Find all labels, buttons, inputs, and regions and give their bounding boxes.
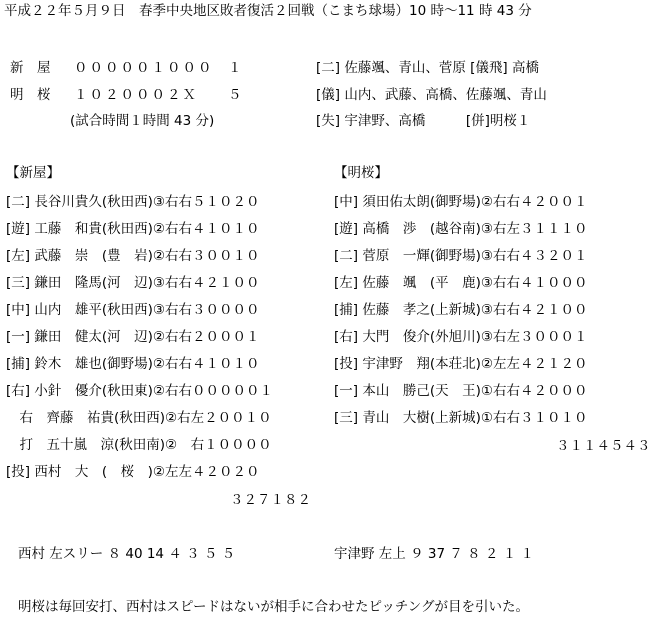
- team-name-shinya: 【新屋】: [6, 165, 60, 181]
- player-row: [左] 武藤 崇 (豊 岩)②右右３００１０: [6, 248, 260, 264]
- linescore-total-2: ５: [228, 87, 242, 103]
- pitcher-line-shinya: 西村 左スリー ８ 40 14 ４ ３ ５ ５: [18, 546, 236, 562]
- player-row: [右] 大門 俊介(外旭川)③右左３０００１: [334, 329, 588, 345]
- player-row: [遊] 高橋 渉 (越谷南)③右左３１１１０: [334, 221, 588, 237]
- player-row: [投] 西村 大 ( 桜 )②左左４２０２０: [6, 464, 260, 480]
- summary-line-1: [二] 佐藤颯、青山、菅原 [儀飛] 高橋: [316, 60, 539, 76]
- player-row: [三] 鎌田 隆馬(河 辺)③右右４２１００: [6, 275, 260, 291]
- game-duration: (試合時間１時間 43 分): [70, 113, 215, 129]
- linescore-total-1: １: [228, 60, 242, 76]
- player-row: [中] 須田佑太朗(御野場)②右右４２００１: [334, 194, 588, 210]
- player-row: [一] 本山 勝己(天 王)①右右４２０００: [334, 383, 588, 399]
- game-header: 平成２２年５月９日 春季中央地区敗者復活２回戦（こまち球場）10 時～11 時 43 分: [4, 3, 532, 19]
- player-row: [右] 小針 優介(秋田東)②右右０００００１: [6, 383, 273, 399]
- summary-line-3: [失] 宇津野、高橋 [併]明桜１: [316, 113, 531, 129]
- linescore-innings-1: ０００００１０００: [74, 60, 214, 76]
- player-row: 右 齊藤 祐貴(秋田西)②右左２００１０: [6, 410, 272, 426]
- player-row: [中] 山内 雄平(秋田西)③右右３００００: [6, 302, 260, 318]
- player-row: [二] 長谷川貴久(秋田西)③右右５１０２０: [6, 194, 260, 210]
- player-row: [投] 宇津野 翔(本荘北)②左左４２１２０: [334, 356, 588, 372]
- linescore-team-1: 新 屋: [10, 60, 51, 76]
- player-row: [捕] 佐藤 孝之(上新城)③右右４２１００: [334, 302, 588, 318]
- linescore-innings-2: １０２０００２Ｘ: [74, 87, 198, 103]
- player-row: [遊] 工藤 和貴(秋田西)②右右４１０１０: [6, 221, 260, 237]
- player-row: 打 五十嵐 涼(秋田南)② 右１００００: [6, 437, 272, 453]
- game-comment: 明桜は毎回安打、西村はスピードはないが相手に合わせたピッチングが目を引いた。: [18, 599, 529, 615]
- player-row: [左] 佐藤 颯 (平 鹿)③右右４１０００: [334, 275, 588, 291]
- team-total-meio: ３１１４５４３: [556, 438, 651, 454]
- team-total-shinya: ３２７１８２: [230, 492, 311, 508]
- player-row: [一] 鎌田 健太(河 辺)②右右２０００１: [6, 329, 260, 345]
- pitcher-line-meio: 宇津野 左上 ９ 37 ７ ８ ２ １ １: [334, 546, 535, 562]
- player-row: [捕] 鈴木 雄也(御野場)②右右４１０１０: [6, 356, 260, 372]
- team-name-meio: 【明桜】: [334, 165, 388, 181]
- linescore-team-2: 明 桜: [10, 87, 51, 103]
- player-row: [三] 青山 大樹(上新城)①右右３１０１０: [334, 410, 588, 426]
- summary-line-2: [儀] 山内、武藤、高橋、佐藤颯、青山: [316, 87, 547, 103]
- player-row: [二] 菅原 一輝(御野場)③右右４３２０１: [334, 248, 588, 264]
